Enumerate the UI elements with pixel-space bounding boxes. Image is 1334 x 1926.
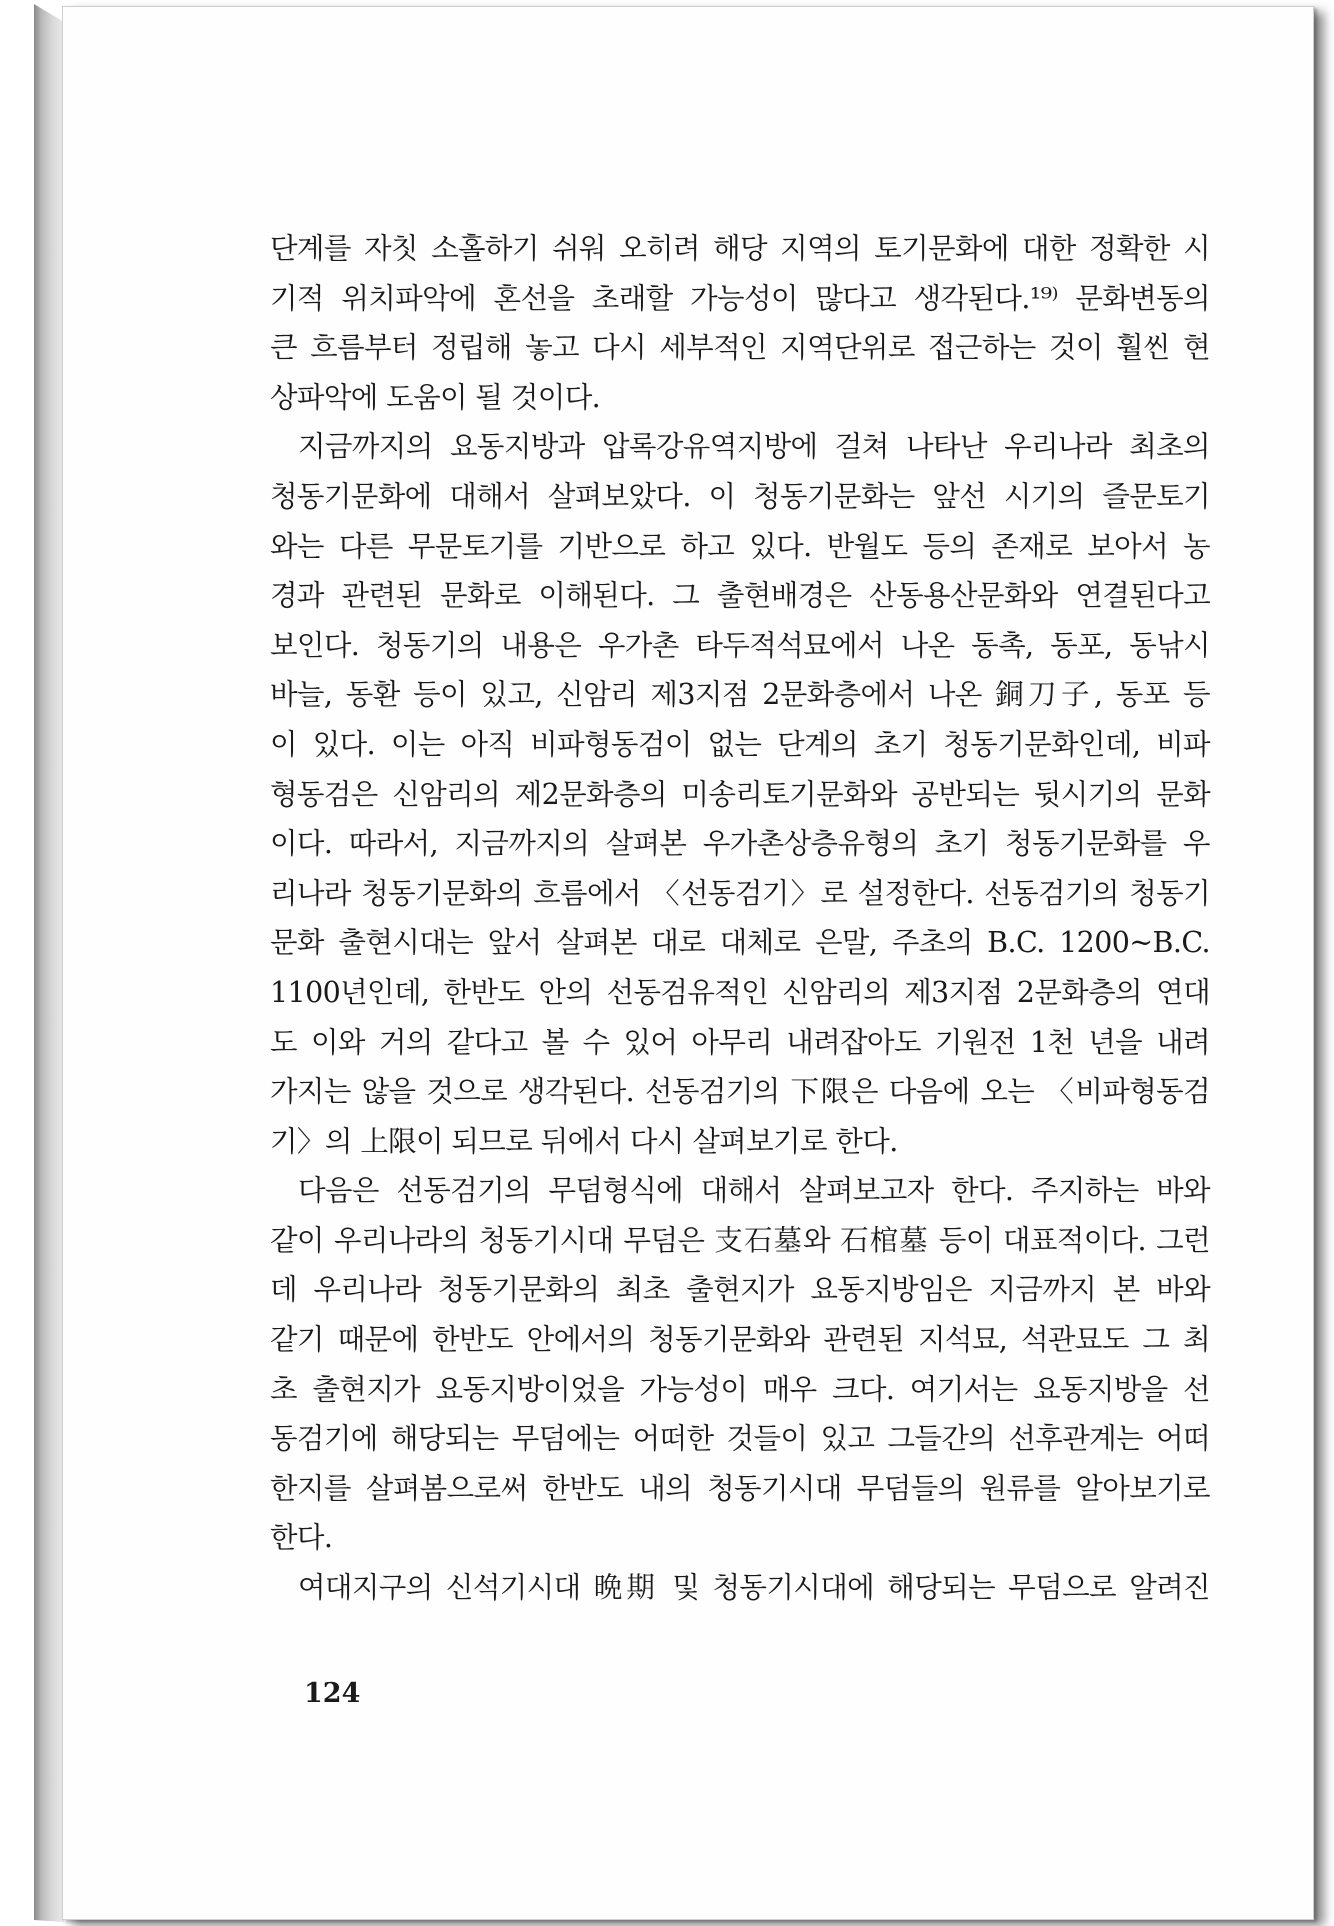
text-line: 지금까지의 요동지방과 압록강유역지방에 걸쳐 나타난 우리나라 최초의	[298, 430, 1210, 464]
text-line: 가지는 않을 것으로 생각된다. 선동검기의 下限은 다음에 오는 〈비파형동검	[270, 1075, 1210, 1109]
text-line: 동검기에 해당되는 무덤에는 어떠한 것들이 있고 그들간의 선후관계는 어떠	[270, 1422, 1210, 1456]
text-line: 이 있다. 이는 아직 비파형동검이 없는 단계의 초기 청동기문화인데, 비파	[270, 727, 1210, 761]
text-line: 1100년인데, 한반도 안의 선동검유적인 신암리의 제3지점 2문화층의 연대	[270, 975, 1210, 1009]
text-line: 보인다. 청동기의 내용은 우가촌 타두적석묘에서 나온 동촉, 동포, 동낚시	[270, 628, 1210, 662]
text-line: 와는 다른 무문토기를 기반으로 하고 있다. 반월도 등의 존재로 보아서 농	[270, 529, 1210, 563]
book-spine	[34, 4, 64, 1922]
page-number: 124	[304, 1678, 361, 1709]
text-line: 이다. 따라서, 지금까지의 살펴본 우가촌상층유형의 초기 청동기문화를 우	[270, 827, 1210, 861]
text-line: 한다.	[270, 1521, 333, 1555]
text-line: 같이 우리나라의 청동기시대 무덤은 支石墓와 石棺墓 등이 대표적이다. 그런	[270, 1223, 1210, 1257]
text-line: 청동기문화에 대해서 살펴보았다. 이 청동기문화는 앞선 시기의 즐문토기	[270, 479, 1210, 513]
text-line: 큰 흐름부터 정립해 놓고 다시 세부적인 지역단위로 접근하는 것이 훨씬 현	[270, 331, 1210, 365]
text-line: 같기 때문에 한반도 안에서의 청동기문화와 관련된 지석묘, 석관묘도 그 최	[270, 1323, 1210, 1357]
body-text	[270, 224, 1210, 1613]
text-line: 다음은 선동검기의 무덤형식에 대해서 살펴보고자 한다. 주지하는 바와	[298, 1174, 1210, 1208]
text-line: 데 우리나라 청동기문화의 최초 출현지가 요동지방임은 지금까지 본 바와	[270, 1273, 1210, 1307]
text-line: 기적 위치파악에 혼선을 초래할 가능성이 많다고 생각된다.¹⁹⁾ 문화변동의	[270, 281, 1210, 315]
text-line: 바늘, 동환 등이 있고, 신암리 제3지점 2문화층에서 나온 銅刀子, 동포 등	[270, 678, 1210, 712]
text-line: 문화 출현시대는 앞서 살펴본 대로 대체로 은말, 주초의 B.C. 1200~B.C.	[270, 926, 1210, 960]
text-line: 리나라 청동기문화의 흐름에서 〈선동검기〉로 설정한다. 선동검기의 청동기	[270, 876, 1210, 910]
text-line: 단계를 자칫 소홀하기 쉬워 오히려 해당 지역의 토기문화에 대한 정확한 시	[270, 232, 1210, 265]
text-line: 도 이와 거의 같다고 볼 수 있어 아무리 내려잡아도 기원전 1천 년을 내려	[270, 1025, 1210, 1059]
text-line: 초 출현지가 요동지방이었을 가능성이 매우 크다. 여기서는 요동지방을 선	[270, 1372, 1210, 1406]
text-line: 기〉의 上限이 되므로 뒤에서 다시 살펴보기로 한다.	[270, 1124, 898, 1158]
text-line: 상파악에 도움이 될 것이다.	[270, 380, 601, 414]
text-line: 한지를 살펴봄으로써 한반도 내의 청동기시대 무덤들의 원류를 알아보기로	[270, 1471, 1210, 1505]
text-line: 형동검은 신암리의 제2문화층의 미송리토기문화와 공반되는 뒷시기의 문화	[270, 777, 1210, 811]
text-line: 여대지구의 신석기시대 晩期 및 청동기시대에 해당되는 무덤으로 알려진	[298, 1571, 1210, 1605]
text-line: 경과 관련된 문화로 이해된다. 그 출현배경은 산동용산문화와 연결된다고	[270, 579, 1210, 613]
